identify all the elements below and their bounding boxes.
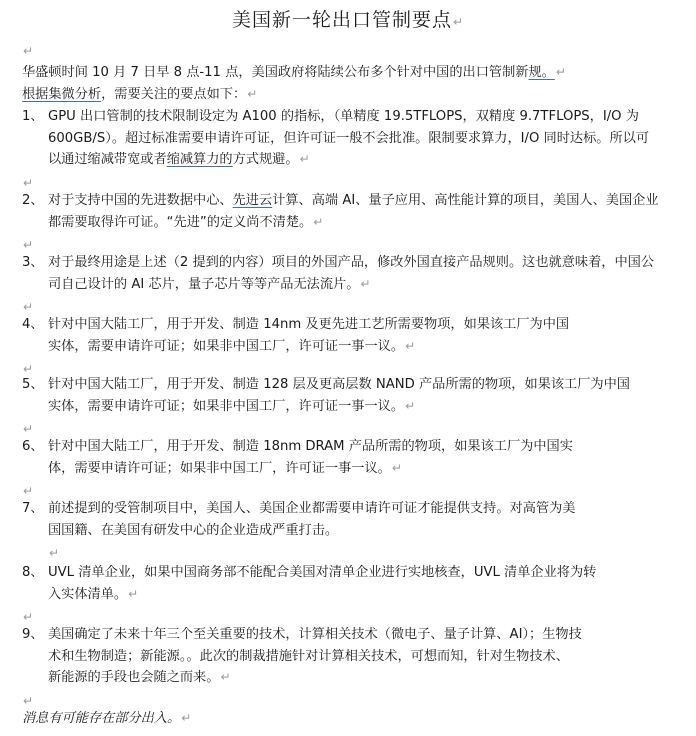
list-item-4	[22, 314, 582, 357]
paragraph-mark-icon: ↵	[360, 276, 371, 291]
item-text-main: 前述提到的受管制项目中，美国人、美国企业都需要申请许可证才能提供支持。对高管为美国国籍、在美国有研发中心的企业造成严重打击。	[48, 501, 576, 538]
item-text-tail: 方式规避。	[232, 152, 299, 167]
item-text	[48, 190, 662, 233]
empty-paragraph	[22, 172, 33, 188]
paragraph-mark-icon: ↵	[391, 460, 402, 475]
intro-link-analysis: 根据集微分析	[22, 86, 102, 102]
empty-paragraph	[22, 40, 33, 56]
item-text-main: 针对中国大陆工厂，用于开发、制造 14nm 及更先进工艺所需要物项，如果该工厂为中国实体，需要申请许可证；如果非中国工厂，许可证一事一议。	[48, 317, 570, 354]
item-number: 8、	[22, 565, 44, 580]
empty-paragraph	[22, 690, 33, 706]
list-item-2	[22, 190, 662, 233]
list-item-6	[22, 436, 582, 479]
title-text: 美国新一轮出口管制要点	[231, 9, 452, 31]
paragraph-mark-icon: ↵	[452, 15, 465, 29]
item-text	[48, 624, 582, 689]
empty-paragraph	[22, 606, 33, 622]
item-number: 5、	[22, 377, 44, 392]
item-number: 2、	[22, 193, 44, 208]
list-item-1	[22, 106, 662, 171]
item-number: 7、	[22, 501, 44, 516]
item-text	[48, 436, 582, 479]
item-text-main: UVL 清单企业，如果中国商务部不能配合美国对清单企业进行实地核查，UVL 清单企业将为转入实体清单。	[48, 565, 597, 602]
item-text-underlined: 先进云	[232, 193, 273, 208]
item-text	[48, 562, 602, 605]
paragraph-mark-icon: ↵	[49, 546, 60, 560]
item-text-main: 对于支持中国的先进数据中心、	[48, 193, 233, 208]
empty-paragraph	[22, 480, 33, 496]
paragraph-mark-icon: ↵	[128, 586, 139, 601]
empty-paragraph	[22, 234, 33, 250]
empty-paragraph	[22, 418, 33, 434]
paragraph-mark-icon: ↵	[23, 300, 34, 314]
footer-text: 消息有可能存在部分出入。	[22, 711, 181, 726]
paragraph-mark-icon: ↵	[23, 484, 34, 498]
item-text-main: 对于最终用途是上述（2 提到的内容）项目的外国产品，修改外国直接产品规则。这也就意味着，中国公司自己设计的 AI 芯片，量子芯片等等产品无法流片。	[48, 255, 655, 292]
paragraph-mark-icon: ↵	[313, 214, 324, 229]
paragraph-mark-icon: ↵	[23, 694, 34, 708]
paragraph-mark-icon: ↵	[405, 398, 416, 413]
item-number: 4、	[22, 317, 44, 332]
item-text	[48, 314, 582, 357]
intro-link-rule: 规。	[528, 65, 555, 80]
intro-paragraph	[22, 62, 682, 105]
paragraph-mark-icon: ↵	[299, 152, 310, 166]
list-item-3	[22, 252, 662, 295]
intro-text-a: 华盛顿时间 10 月 7 日早 8 点-11 点，美国政府将陆续公布多个针对中国的出口管制新	[22, 65, 529, 80]
paragraph-mark-icon: ↵	[220, 670, 231, 684]
empty-paragraph	[22, 358, 33, 374]
paragraph-mark-icon: ↵	[405, 338, 416, 353]
item-text-main: 针对中国大陆工厂，用于开发、制造 18nm DRAM 产品所需的物项，如果该工厂为中国实体，需要申请许可证；如果非中国工厂，许可证一事一议。	[48, 439, 573, 476]
paragraph-mark-icon: ↵	[23, 362, 34, 376]
item-text-main: 美国确定了未来十年三个至关重要的技术，计算相关技术（微电子、量子计算、AI）；生物技术和生物制造；新能源。。此次的制裁措施针对计算相关技术，可想而知，针对生物技术、新能源的手段也会随之而来。	[48, 627, 582, 685]
list-item-5	[22, 374, 642, 417]
item-text-main: 针对中国大陆工厂，用于开发、制造 128 层及更高层数 NAND 产品所需的物项，如果该工厂为中国实体，需要申请许可证；如果非中国工厂，许可证一事一议。	[48, 377, 630, 414]
paragraph-mark-icon: ↵	[23, 610, 34, 624]
list-item-8	[22, 562, 602, 605]
list-item-9	[22, 624, 582, 689]
item-number: 6、	[22, 439, 44, 454]
item-text-main: GPU 出口管制的技术限制设定为 A100 的指标，（单精度 19.5TFLOPS，双精度 9.7TFLOPS，I/O 为 600GB/S）。超过标准需要申请许可证，但许可证一般不会批准。限制要求算力，I/O 同时达标。所以可以通过缩减带宽或者	[48, 109, 650, 167]
item-number: 3、	[22, 255, 44, 270]
document-title	[0, 6, 696, 36]
paragraph-mark-icon: ↵	[247, 86, 258, 101]
intro-text-b: ，需要关注的要点如下：	[101, 86, 247, 102]
footer-note	[22, 708, 682, 730]
empty-paragraph	[48, 542, 59, 558]
empty-paragraph	[22, 296, 33, 312]
paragraph-mark-icon: ↵	[23, 176, 34, 190]
paragraph-mark-icon: ↵	[23, 44, 34, 58]
item-text-tail: 计算、高端 AI、量子应用、高性能计算的项目，美国人、美国企业都需要取得许可证。“先进”的定义尚不清楚。	[48, 193, 659, 230]
paragraph-mark-icon: ↵	[23, 238, 34, 252]
item-text	[48, 252, 662, 295]
paragraph-mark-icon: ↵	[23, 422, 34, 436]
item-text	[48, 498, 582, 541]
paragraph-mark-icon: ↵	[555, 65, 566, 79]
item-text-underlined: 缩减算力的	[166, 152, 233, 167]
item-number: 9、	[22, 627, 44, 642]
item-text	[48, 374, 642, 417]
list-item-7	[22, 498, 582, 541]
item-number: 1、	[22, 109, 44, 124]
item-text	[48, 106, 662, 171]
paragraph-mark-icon: ↵	[181, 711, 192, 725]
